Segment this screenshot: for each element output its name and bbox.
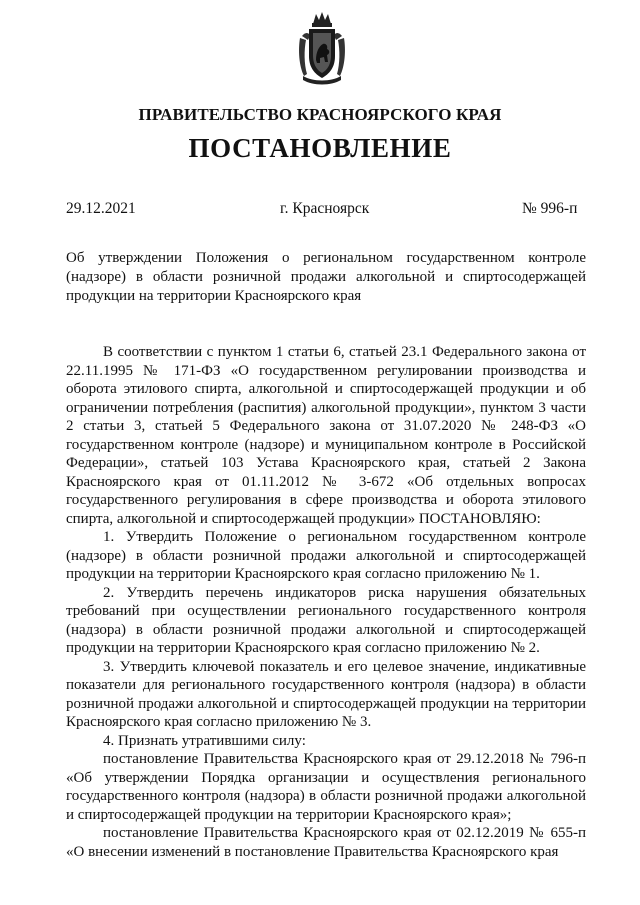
document-body (66, 343, 586, 861)
clause-paragraph: 4. Признать утратившими силу: (103, 732, 306, 749)
document-subject: Об утверждении Положения о региональном государственном контроле (надзоре) в области розничной продажи алкогольной и спиртосодержащей продукции на территории Красноярского края (66, 250, 586, 304)
clause-paragraph: 3. Утвердить ключевой показатель и его целевое значение, индикативные показатели для регионального государственного контроля (надзора) в области розничной продажи алкогольной и спиртосодержащей продукции на территории Красноярского края согласно приложению № 3. (66, 658, 586, 730)
preamble-paragraph: В соответствии с пунктом 1 статьи 6, статьей 23.1 Федерального закона от 22.11.1995 № 171-ФЗ «О государственном регулировании производства и оборота этилового спирта, алкогольной и спиртосодержащей продукции и об ограничении потребления (распития) алкогольной продукции», пунктом 3 части 2 статьи 3, статьей 5 Федерального закона от 31.07.2020 № 248-ФЗ «О государственном контроле (надзоре) и муниципальном контроле в Российской Федерации», статьей 103 Устава Красноярского края, статьей 2 Закона Красноярского края от 01.11.2012 № 3-672 «Об отдельных вопросах государственного регулирования в сфере производства и оборота этилового спирта, алкогольной и спиртосодержащей продукции» ПОСТАНОВЛЯЮ: (66, 344, 586, 527)
document-city: г. Красноярск (280, 200, 370, 217)
clause-paragraph: 1. Утвердить Положение о региональном государственном контроле (надзоре) в области розничной продажи алкогольной и спиртосодержащей продукции на территории Красноярского края согласно приложению № 1. (66, 529, 586, 582)
document-date: 29.12.2021 (66, 200, 136, 217)
repealed-act-paragraph: постановление Правительства Красноярского края от 02.12.2019 № 655-п «О внесении изменений в постановление Правительства Красноярского края (66, 825, 586, 860)
government-title: ПРАВИТЕЛЬСТВО КРАСНОЯРСКОГО КРАЯ (138, 105, 502, 124)
coat-of-arms-icon (297, 10, 347, 86)
document-number: № 996-п (522, 200, 578, 217)
document-type-heading: ПОСТАНОВЛЕНИЕ (188, 133, 452, 163)
clause-paragraph: 2. Утвердить перечень индикаторов риска нарушения обязательных требований при осуществлении регионального государственного контроля (надзора) в области розничной продажи алкогольной и спиртосодержащей продукции на территории Красноярского края согласно приложению № 2. (66, 584, 586, 656)
repealed-act-paragraph: постановление Правительства Красноярского края от 29.12.2018 № 796-п «Об утверждении Порядка организации и осуществления регионального государственного контроля (надзора) в области розничной продажи алкогольной и спиртосодержащей продукции на территории Красноярского края»; (66, 751, 586, 823)
